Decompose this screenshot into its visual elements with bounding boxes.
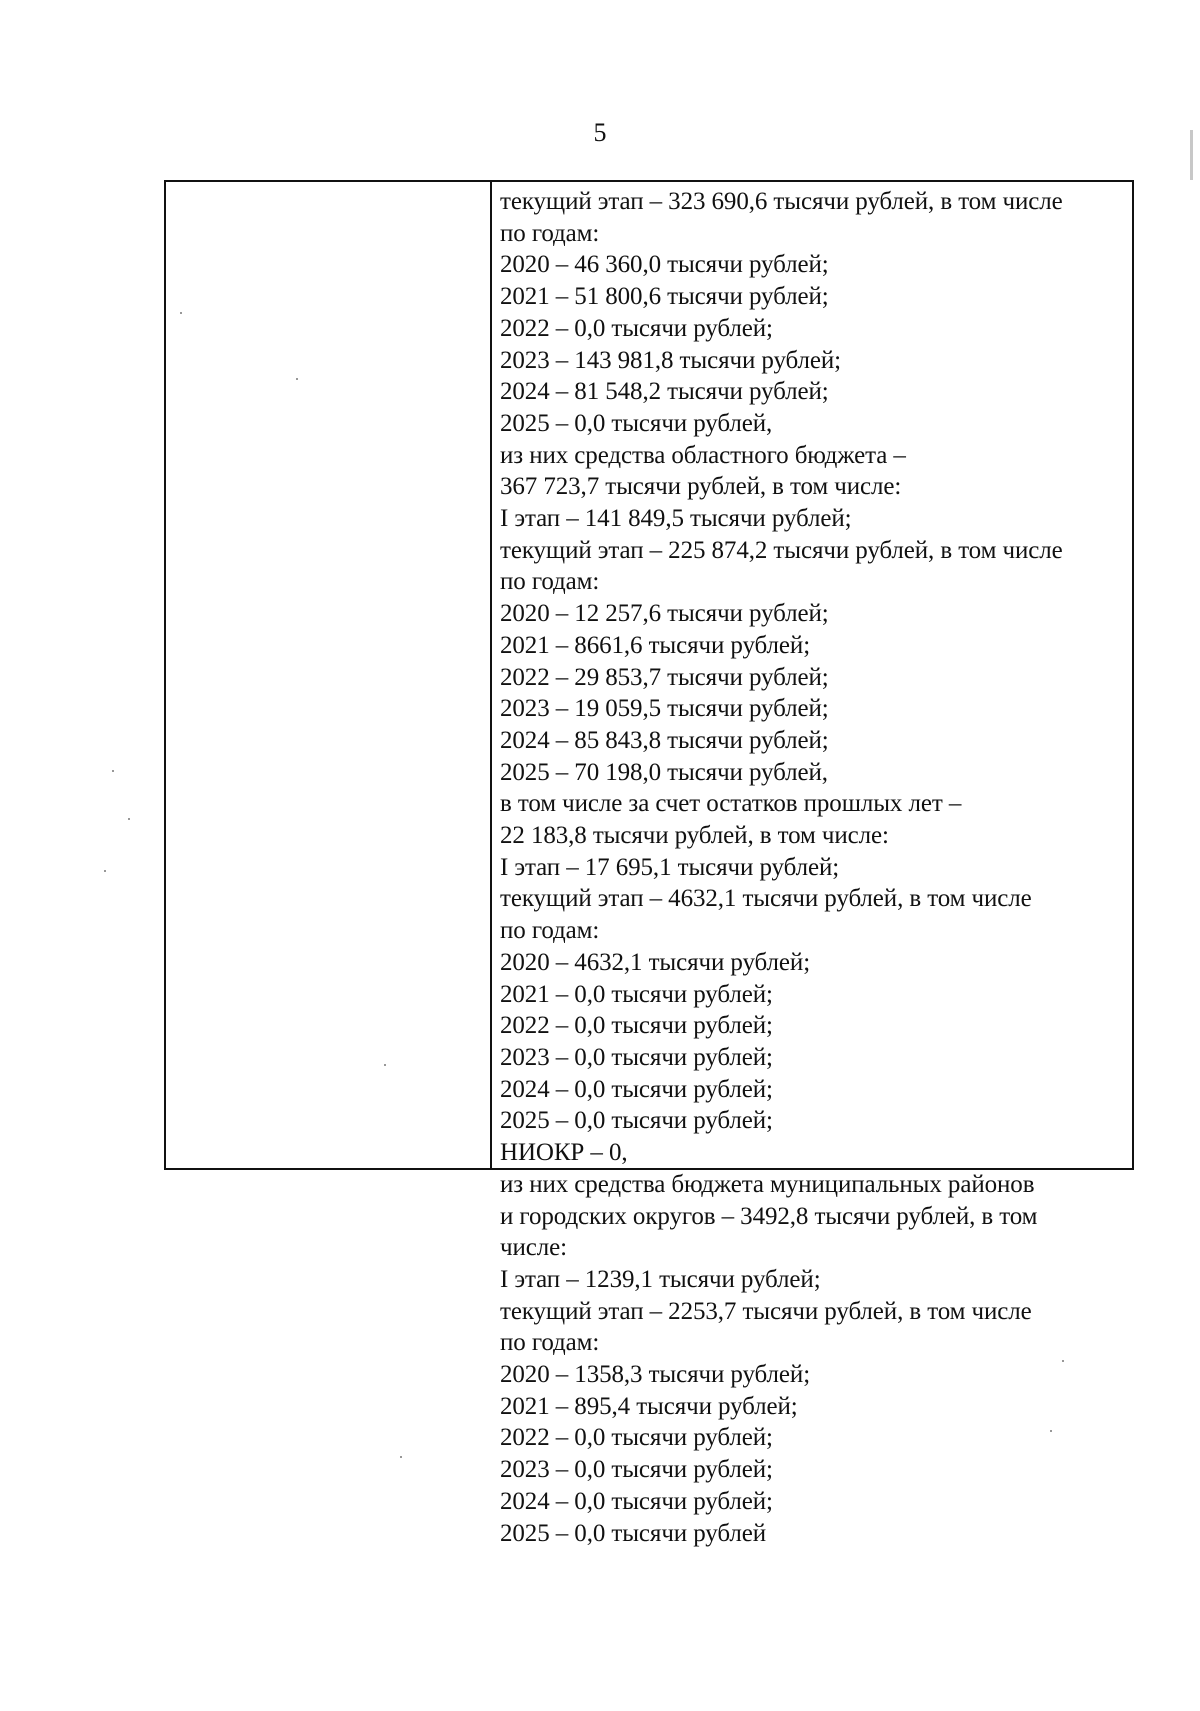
text-line: I этап – 1239,1 тысячи рублей; — [500, 1265, 821, 1293]
text-line: 2023 – 19 059,5 тысячи рублей; — [500, 695, 829, 723]
text-line: 2023 – 0,0 тысячи рублей; — [500, 1456, 773, 1484]
text-line: по годам: — [500, 219, 600, 247]
text-line: по годам: — [500, 917, 600, 945]
text-line: из них средства бюджета муниципальных районов — [500, 1170, 1035, 1198]
text-line: 2024 – 0,0 тысячи рублей; — [500, 1487, 773, 1515]
scan-speck — [400, 1456, 402, 1458]
text-line: 2020 – 46 360,0 тысячи рублей; — [500, 251, 829, 279]
text-line: 2021 – 51 800,6 тысячи рублей; — [500, 283, 829, 311]
text-line: текущий этап – 2253,7 тысячи рублей, в том числе — [500, 1297, 1032, 1325]
scan-speck — [384, 1064, 386, 1066]
text-line: 367 723,7 тысячи рублей, в том числе: — [500, 473, 902, 501]
text-line: 2025 – 70 198,0 тысячи рублей, — [500, 758, 828, 786]
text-line: текущий этап – 323 690,6 тысячи рублей, в том числе — [500, 188, 1063, 215]
scan-speck — [128, 818, 130, 820]
text-line: 2021 – 0,0 тысячи рублей; — [500, 980, 773, 1008]
text-line: 2022 – 29 853,7 тысячи рублей; — [500, 663, 829, 691]
text-line: 2024 – 81 548,2 тысячи рублей; — [500, 378, 829, 406]
scan-speck — [104, 870, 106, 872]
text-line: 2022 – 0,0 тысячи рублей; — [500, 1012, 773, 1040]
text-line: 2025 – 0,0 тысячи рублей — [500, 1519, 767, 1547]
page-number: 5 — [593, 118, 607, 147]
text-line: 2020 – 4632,1 тысячи рублей; — [500, 948, 811, 976]
text-line: в том числе за счет остатков прошлых лет – — [500, 790, 962, 818]
text-line: 2020 – 12 257,6 тысячи рублей; — [500, 600, 829, 628]
text-line: 2021 – 895,4 тысячи рублей; — [500, 1392, 798, 1420]
text-line: по годам: — [500, 568, 600, 596]
text-line: 2025 – 0,0 тысячи рублей; — [500, 1107, 773, 1135]
text-line: 22 183,8 тысячи рублей, в том числе: — [500, 822, 889, 850]
text-line: числе: — [500, 1234, 567, 1262]
text-line: текущий этап – 225 874,2 тысячи рублей, в том числе — [500, 536, 1063, 564]
text-line: 2023 – 143 981,8 тысячи рублей; — [500, 346, 842, 374]
table-left-column — [166, 182, 492, 1168]
text-line: и городских округов – 3492,8 тысячи рублей, в том — [500, 1202, 1038, 1230]
text-line: текущий этап – 4632,1 тысячи рублей, в том числе — [500, 885, 1032, 913]
text-line: 2022 – 0,0 тысячи рублей; — [500, 314, 773, 342]
scan-edge-mark — [1190, 130, 1193, 180]
table-right-column — [494, 182, 1132, 1547]
text-line: 2025 – 0,0 тысячи рублей, — [500, 409, 773, 437]
text-line: из них средства областного бюджета – — [500, 441, 906, 469]
text-line: 2024 – 0,0 тысячи рублей; — [500, 1075, 773, 1103]
scan-speck — [112, 770, 114, 772]
scan-speck — [296, 378, 298, 380]
text-line: 2021 – 8661,6 тысячи рублей; — [500, 631, 811, 659]
text-line: НИОКР – 0, — [500, 1139, 628, 1167]
scan-speck — [180, 312, 182, 314]
text-line: I этап – 17 695,1 тысячи рублей; — [500, 853, 840, 881]
scan-speck — [1062, 1360, 1064, 1362]
scan-speck — [1050, 1430, 1052, 1432]
text-line: 2024 – 85 843,8 тысячи рублей; — [500, 726, 829, 754]
text-line: 2020 – 1358,3 тысячи рублей; — [500, 1361, 811, 1389]
text-line: по годам: — [500, 1329, 600, 1357]
text-line: 2023 – 0,0 тысячи рублей; — [500, 1043, 773, 1071]
text-line: 2022 – 0,0 тысячи рублей; — [500, 1424, 773, 1452]
text-line: I этап – 141 849,5 тысячи рублей; — [500, 505, 852, 533]
financing-table — [164, 180, 1134, 1547]
